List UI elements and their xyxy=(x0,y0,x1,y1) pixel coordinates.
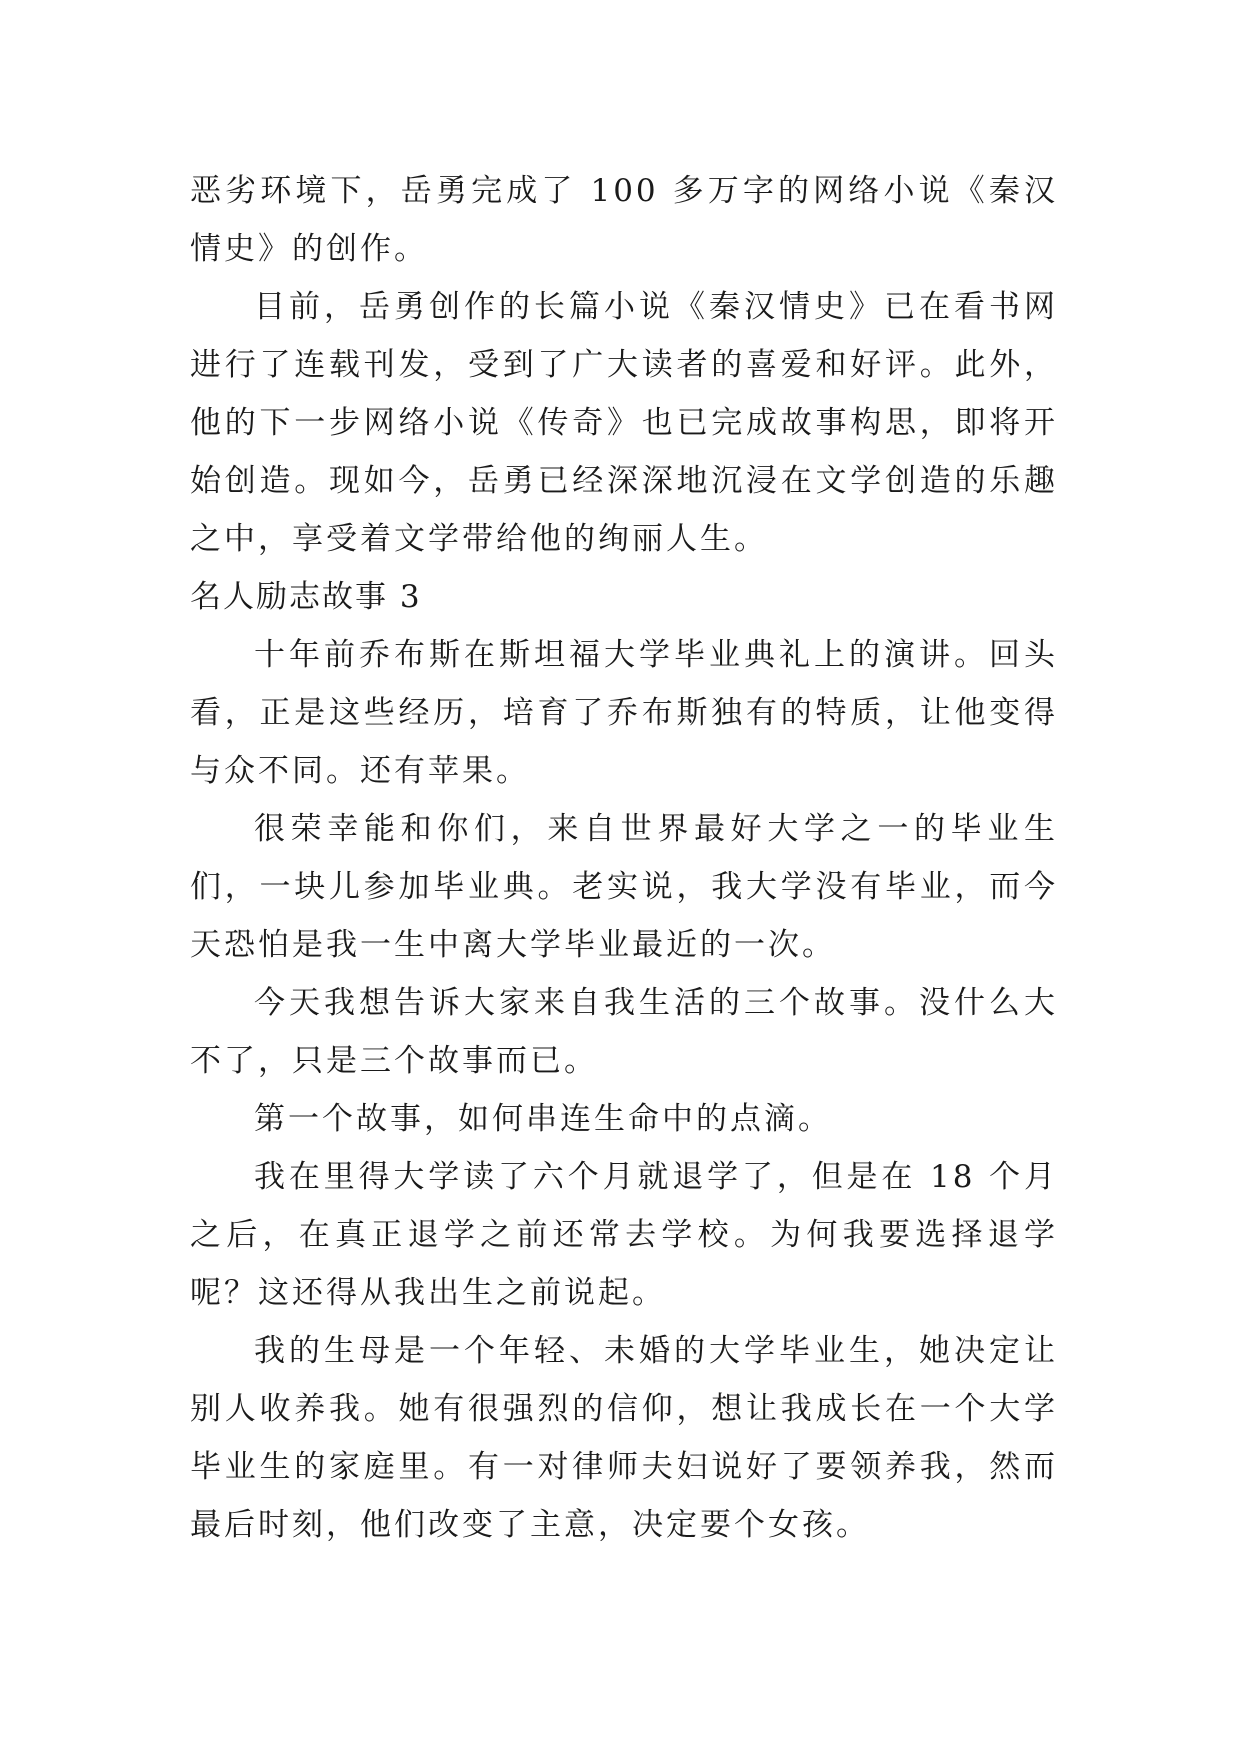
paragraph: 我的生母是一个年轻、未婚的大学毕业生，她决定让别人收养我。她有很强烈的信仰，想让我成长在一个大学毕业生的家庭里。有一对律师夫妇说好了要领养我，然而最后时刻，他们改变了主意，决定要个女孩。 xyxy=(190,1333,1058,1543)
paragraph-continuation: 恶劣环境下，岳勇完成了 100 多万字的网络小说《秦汉情史》的创作。 xyxy=(190,173,1058,267)
paragraph: 很荣幸能和你们，来自世界最好大学之一的毕业生们，一块儿参加毕业典。老实说，我大学没有毕业，而今天恐怕是我一生中离大学毕业最近的一次。 xyxy=(190,811,1058,963)
section-heading: 名人励志故事 3 xyxy=(190,579,422,615)
document-body xyxy=(190,162,1058,1554)
paragraph: 第一个故事，如何串连生命中的点滴。 xyxy=(254,1101,832,1137)
paragraph: 我在里得大学读了六个月就退学了，但是在 18 个月之后，在真正退学之前还常去学校。为何我要选择退学呢？这还得从我出生之前说起。 xyxy=(190,1159,1058,1311)
paragraph: 目前，岳勇创作的长篇小说《秦汉情史》已在看书网进行了连载刊发，受到了广大读者的喜爱和好评。此外，他的下一步网络小说《传奇》也已完成故事构思，即将开始创造。现如今，岳勇已经深深地沉浸在文学创造的乐趣之中，享受着文学带给他的绚丽人生。 xyxy=(190,289,1058,557)
paragraph: 十年前乔布斯在斯坦福大学毕业典礼上的演讲。回头看，正是这些经历，培育了乔布斯独有的特质，让他变得与众不同。还有苹果。 xyxy=(190,637,1058,789)
paragraph: 今天我想告诉大家来自我生活的三个故事。没什么大不了，只是三个故事而已。 xyxy=(190,985,1058,1079)
